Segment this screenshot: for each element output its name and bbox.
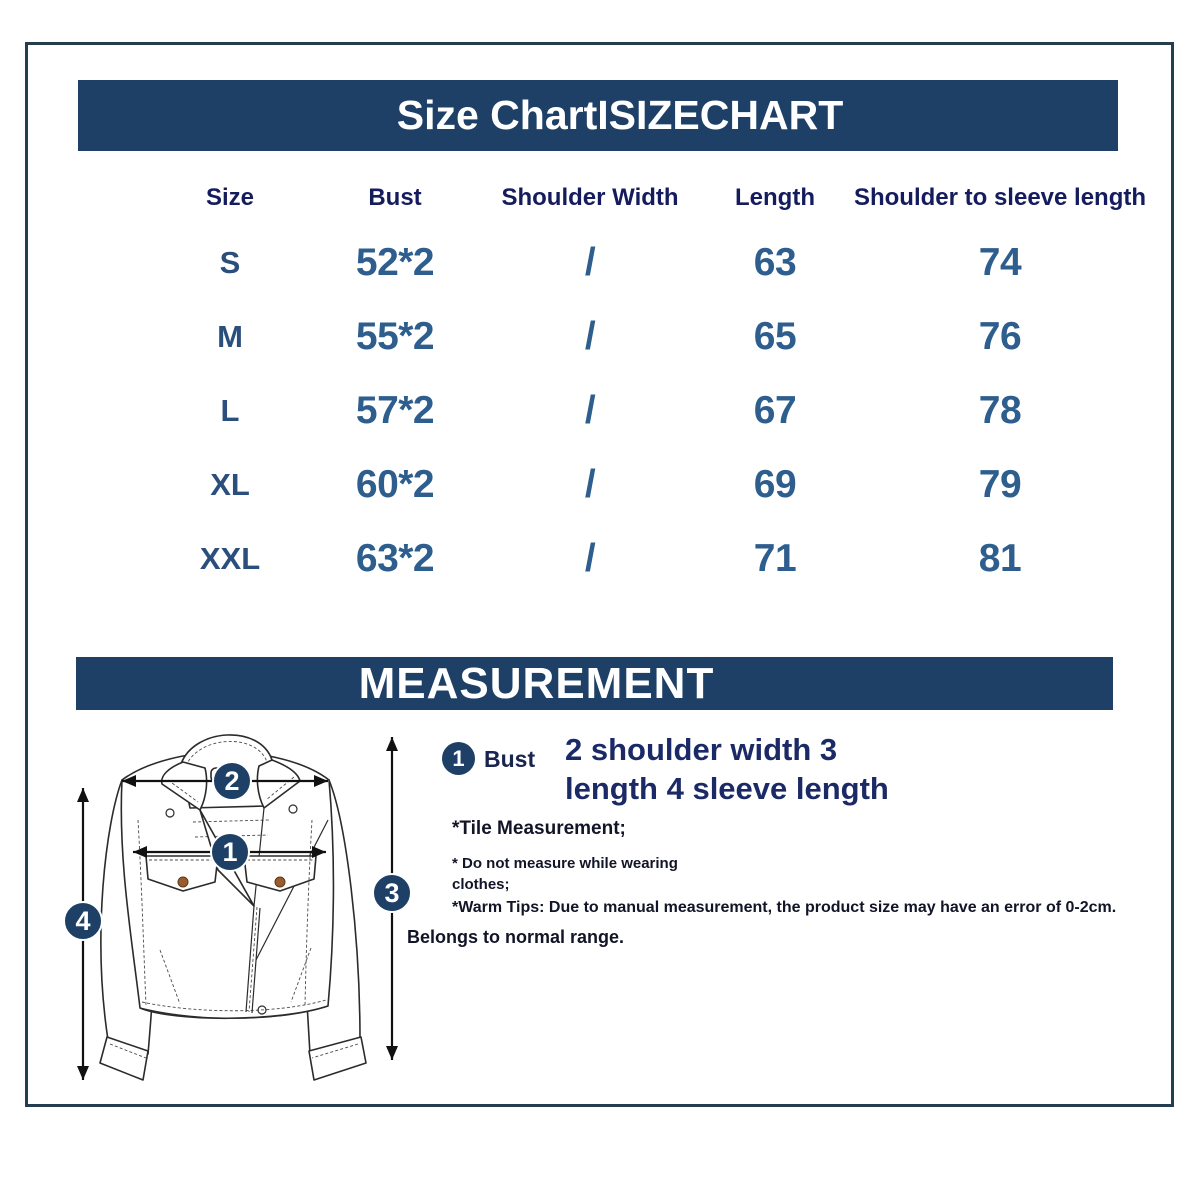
sleeve-value: 74	[978, 241, 1022, 284]
table-row	[150, 448, 1150, 522]
badge-2	[213, 762, 251, 800]
length-value: 65	[753, 315, 797, 358]
size-value: S	[219, 245, 241, 280]
size-chart-title: Size ChartISIZECHART	[396, 92, 844, 138]
table-row	[150, 522, 1150, 596]
bust-value: 55*2	[355, 315, 435, 358]
sleeve-value: 78	[978, 389, 1022, 432]
size-value: XL	[210, 467, 250, 502]
header-shoulder-width: Shoulder Width	[501, 184, 679, 211]
badge-3	[373, 874, 411, 912]
measurement-title: MEASUREMENT	[358, 658, 715, 708]
note-normal-range: Belongs to normal range.	[407, 927, 625, 947]
header-size: Size	[205, 184, 255, 211]
note-do-not-measure-line2: clothes;	[452, 876, 510, 893]
badge-1	[211, 833, 249, 871]
length-value: 67	[753, 389, 797, 432]
sleeve-value: 79	[978, 463, 1022, 506]
shoulder-value: /	[584, 537, 596, 580]
svg-text:2: 2	[224, 766, 240, 796]
measurement-banner	[76, 657, 1113, 710]
legend-bust-label: Bust	[484, 746, 536, 772]
note-do-not-measure-line1: * Do not measure while wearing	[452, 855, 678, 872]
length-value: 63	[753, 241, 797, 284]
left-pocket-button	[178, 877, 188, 887]
bust-value: 57*2	[355, 389, 435, 432]
length-value: 69	[753, 463, 797, 506]
sleeve-value: 76	[978, 315, 1022, 358]
bust-value: 60*2	[355, 463, 435, 506]
size-value: L	[220, 393, 240, 428]
header-bust: Bust	[368, 184, 422, 211]
size-chart-banner	[78, 80, 1118, 151]
sleeve-value: 81	[978, 537, 1022, 580]
legend-badge-1: 1	[442, 742, 475, 775]
jacket-illustration	[48, 710, 443, 1105]
svg-text:3: 3	[384, 878, 400, 908]
size-table	[150, 170, 1150, 596]
table-row	[150, 300, 1150, 374]
bust-value: 63*2	[355, 537, 435, 580]
size-value: XXL	[199, 541, 261, 576]
shoulder-value: /	[584, 389, 596, 432]
badge-4	[64, 902, 102, 940]
svg-text:1: 1	[222, 837, 238, 867]
shoulder-value: /	[584, 315, 596, 358]
svg-text:4: 4	[75, 906, 91, 936]
note-warm-tips: *Warm Tips: Due to manual measurement, the product size may have an error of 0-2cm.	[452, 899, 1117, 916]
shoulder-value: /	[584, 241, 596, 284]
legend-text	[565, 730, 889, 808]
length-value: 71	[753, 537, 797, 580]
table-row	[150, 374, 1150, 448]
note-tile-measurement: *Tile Measurement;	[452, 818, 626, 839]
shoulder-value: /	[584, 463, 596, 506]
legend-line-2: length 4 sleeve length	[565, 771, 889, 806]
bust-value: 52*2	[355, 241, 435, 284]
header-length: Length	[735, 184, 815, 211]
table-header-row	[150, 170, 1150, 226]
legend-line-1: 2 shoulder width 3	[565, 732, 838, 767]
table-row	[150, 226, 1150, 300]
right-pocket-button	[275, 877, 285, 887]
header-sleeve-length: Shoulder to sleeve length	[853, 184, 1147, 211]
size-value: M	[217, 319, 243, 354]
